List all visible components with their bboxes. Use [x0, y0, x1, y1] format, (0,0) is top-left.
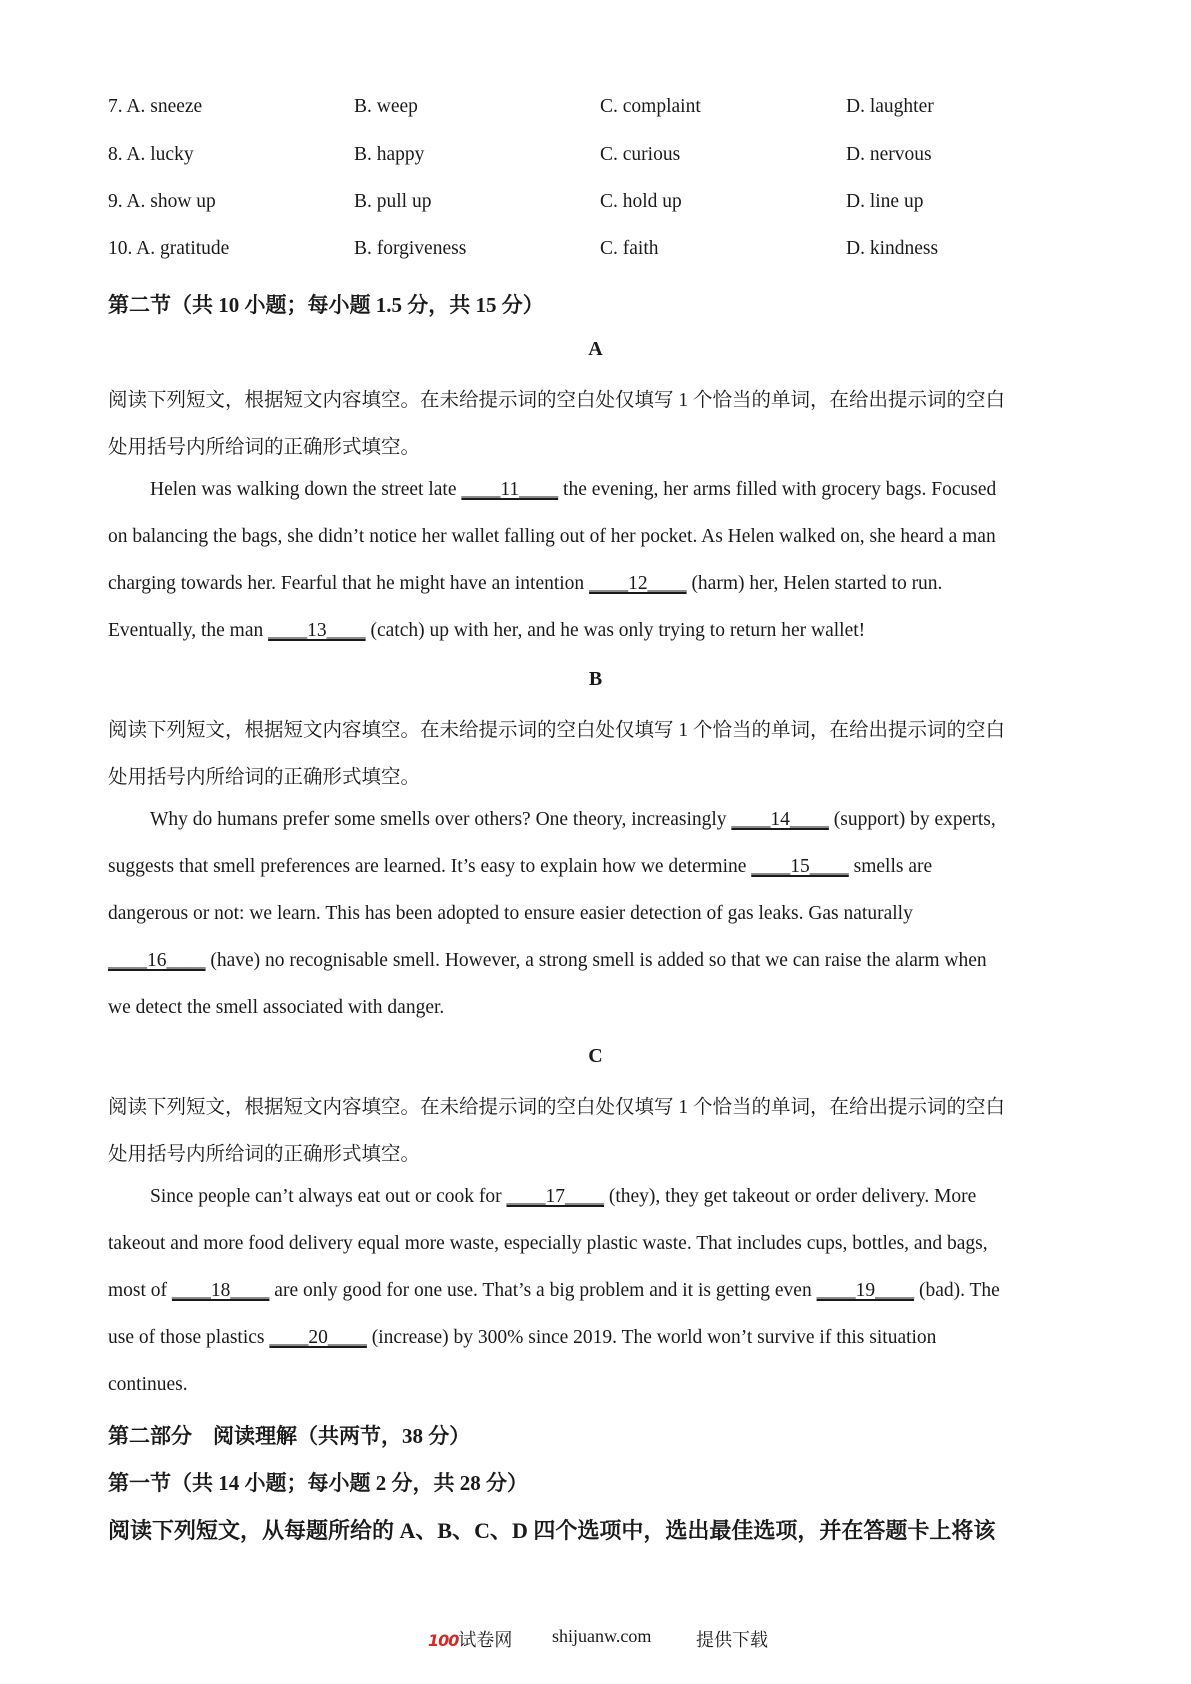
text: (they), they get takeout or order delivery. More: [603, 1186, 977, 1207]
text: Helen was walking down the street late: [150, 479, 462, 500]
section1-heading: 第一节（共 14 小题；每小题 2 分，共 28 分）: [108, 1471, 528, 1495]
text: Why do humans prefer some smells over others? One theory, increasingly: [150, 809, 732, 830]
passage-c-line-4: [108, 1327, 1088, 1349]
text: (catch) up with her, and he was only trying to return her wallet!: [365, 620, 866, 641]
blank-18: ____18____: [171, 1280, 270, 1301]
passage-b-line-1: [150, 809, 1130, 831]
option-d: D. nervous: [846, 144, 932, 165]
options-row-8: [108, 144, 1108, 174]
passage-c-line-3: [108, 1280, 1088, 1302]
option-b: B. weep: [354, 96, 418, 117]
blank-16: ____16____: [108, 950, 206, 971]
passage-c-letter: C: [588, 1045, 603, 1067]
option-d: D. kindness: [846, 238, 939, 259]
option-a: 7. A. sneeze: [108, 96, 203, 117]
text: (increase) by 300% since 2019. The world won’t survive if this situation: [366, 1327, 937, 1348]
instruction-line-1: 阅读下列短文，根据短文内容填空。在未给提示词的空白处仅填写 1 个恰当的单词，在给出提示词的空白: [108, 1097, 1006, 1118]
passage-b-line-3: dangerous or not: we learn. This has been adopted to ensure easier detection of gas leaks. Gas naturally: [108, 903, 913, 924]
options-row-9: [108, 191, 1108, 221]
text: (support) by experts,: [828, 809, 996, 830]
instruction-line-2: 处用括号内所给词的正确形式填空。: [108, 767, 421, 788]
options-row-10: [108, 238, 1108, 268]
text: (harm) her, Helen started to run.: [686, 573, 943, 594]
text: (have) no recognisable smell. However, a strong smell is added so that we can raise the alarm when: [205, 950, 987, 971]
option-a: 10. A. gratitude: [108, 238, 230, 259]
passage-c-line-5: continues.: [108, 1374, 188, 1395]
blank-15: ____15____: [751, 856, 849, 877]
option-d: D. line up: [846, 191, 924, 212]
text: Eventually, the man: [108, 620, 269, 641]
passage-b-line-4: [108, 950, 1088, 972]
part2-heading: 第二部分 阅读理解（共两节，38 分）: [108, 1424, 471, 1448]
option-c: C. hold up: [600, 191, 682, 212]
option-b: B. happy: [354, 144, 425, 165]
footer-site-link[interactable]: shijuanw.com: [552, 1626, 652, 1646]
blank-19: ____19____: [816, 1280, 915, 1301]
passage-a-line-4: [108, 620, 1088, 642]
blank-11: ____11____: [461, 479, 559, 500]
blank-13: ____13____: [268, 620, 366, 641]
text: (bad). The: [914, 1280, 1000, 1301]
site-logo[interactable]: [428, 1626, 512, 1652]
logo-text: 试卷网: [458, 1630, 513, 1650]
passage-c-line-2: takeout and more food delivery equal more waste, especially plastic waste. That includes cups, bottles, and bags,: [108, 1233, 988, 1254]
option-a: 8. A. lucky: [108, 144, 194, 165]
option-c: C. curious: [600, 144, 681, 165]
section2-heading: 第二节（共 10 小题；每小题 1.5 分，共 15 分）: [108, 293, 544, 317]
text: use of those plastics: [108, 1327, 270, 1348]
options-row-7: [108, 96, 1108, 126]
footer-note: 提供下载: [696, 1630, 768, 1650]
passage-b-line-5: we detect the smell associated with danger.: [108, 997, 445, 1018]
text: most of: [108, 1280, 172, 1301]
text: Since people can’t always eat out or cook for: [150, 1186, 507, 1207]
blank-20: ____20____: [269, 1327, 367, 1348]
passage-a-line-3: [108, 573, 1088, 595]
option-c: C. faith: [600, 238, 659, 259]
text: charging towards her. Fearful that he might have an intention: [108, 573, 590, 594]
passage-c-line-1: [150, 1186, 1130, 1208]
passage-b-line-2: [108, 856, 1088, 878]
instruction-line-2: 处用括号内所给词的正确形式填空。: [108, 1144, 421, 1165]
text: the evening, her arms filled with grocery bags. Focused: [558, 479, 997, 500]
option-b: B. pull up: [354, 191, 432, 212]
text: smells are: [848, 856, 933, 877]
instruction-line-1: 阅读下列短文，根据短文内容填空。在未给提示词的空白处仅填写 1 个恰当的单词，在给出提示词的空白: [108, 390, 1006, 411]
blank-14: ____14____: [731, 809, 829, 830]
blank-12: ____12____: [589, 573, 687, 594]
instruction-line-1: 阅读下列短文，根据短文内容填空。在未给提示词的空白处仅填写 1 个恰当的单词，在给出提示词的空白: [108, 720, 1006, 741]
option-c: C. complaint: [600, 96, 701, 117]
passage-a-line-2: on balancing the bags, she didn’t notice her wallet falling out of her pocket. As Helen walked on, she heard a man: [108, 526, 996, 547]
option-a: 9. A. show up: [108, 191, 216, 212]
reading-instruction: 阅读下列短文，从每题所给的 A、B、C、D 四个选项中，选出最佳选项，并在答题卡上将该: [108, 1518, 996, 1543]
logo-number: 100: [428, 1631, 459, 1650]
text: suggests that smell preferences are learned. It’s easy to explain how we determine: [108, 856, 752, 877]
passage-a-line-1: [150, 479, 1130, 501]
option-b: B. forgiveness: [354, 238, 467, 259]
instruction-line-2: 处用括号内所给词的正确形式填空。: [108, 437, 421, 458]
passage-a-letter: A: [588, 338, 603, 360]
text: are only good for one use. That’s a big problem and it is getting even: [269, 1280, 817, 1301]
page-footer: [0, 1626, 1191, 1658]
option-d: D. laughter: [846, 96, 934, 117]
blank-17: ____17____: [506, 1186, 604, 1207]
passage-b-letter: B: [588, 668, 603, 690]
